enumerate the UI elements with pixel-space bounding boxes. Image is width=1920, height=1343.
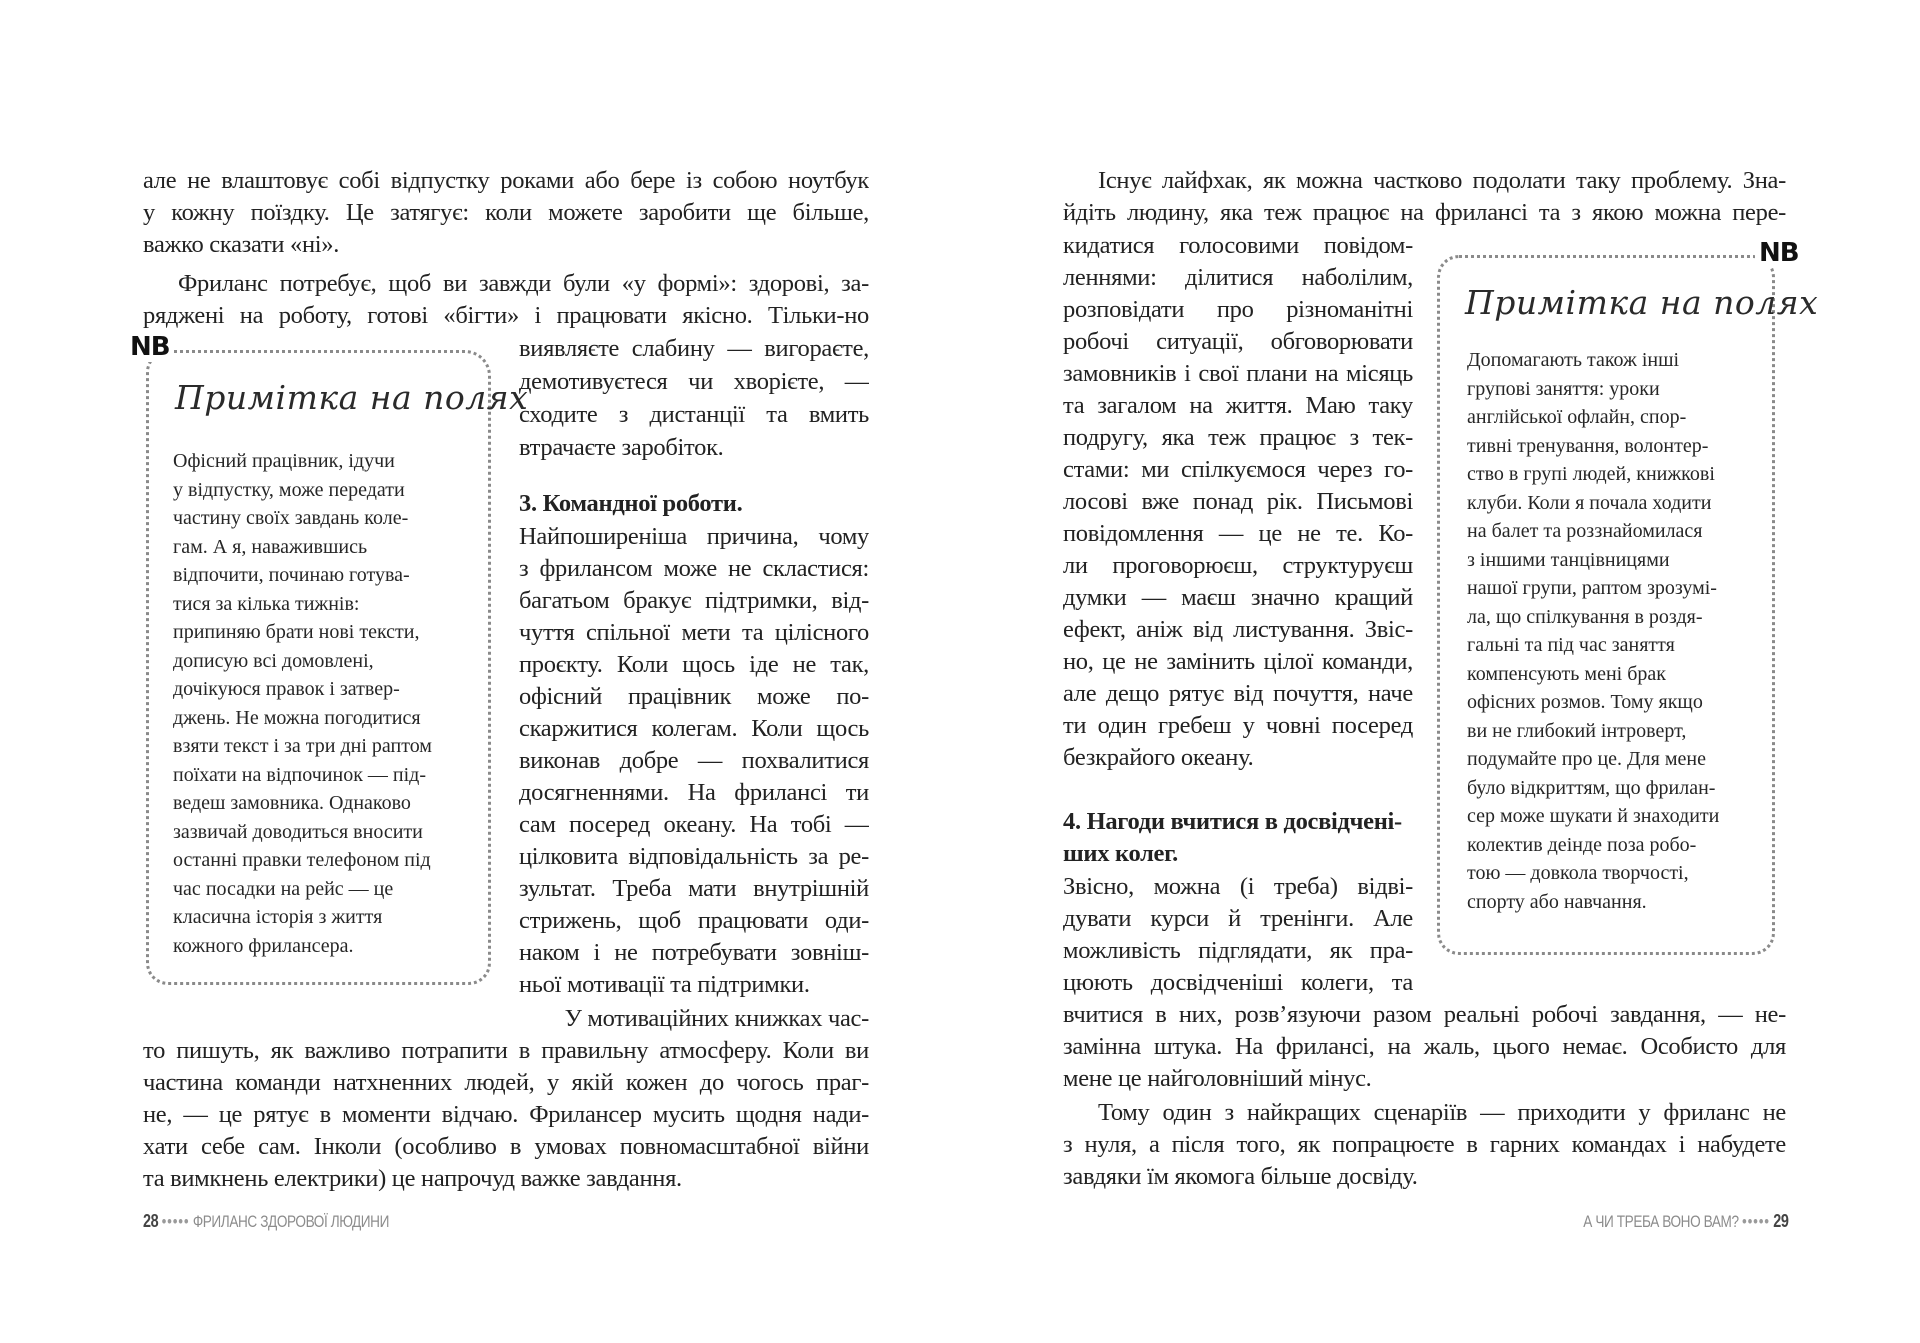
note-line: джень. Не можна погодитися <box>173 707 421 729</box>
column-line: ти один гребеш у човні посеред <box>1063 712 1413 739</box>
note-line: англійської офлайн, спор- <box>1467 406 1687 428</box>
note-line: останні правки телефоном під <box>173 849 431 871</box>
section-line: сам посеред океану. На тобі — <box>519 811 869 838</box>
note-line: час посадки на рейс — це <box>173 878 394 900</box>
note-line: з іншими танцівницями <box>1467 549 1670 571</box>
note-line: ство в групі людей, книжкові <box>1467 463 1715 485</box>
note-line: відпочити, починаю готува- <box>173 564 410 586</box>
page-footer <box>1583 1211 1788 1232</box>
body-line: але не влаштовує собі відпустку роками або бере із собою ноутбук <box>143 167 869 194</box>
section-line: зультат. Треба мати внутрішній <box>519 875 869 902</box>
section-line: чуття спільної мети та цілісного <box>519 619 869 646</box>
page-footer <box>143 1211 389 1232</box>
note-line: класична історія з життя <box>173 906 383 928</box>
body-line: та вимкнень електрики) це напрочуд важке завдання. <box>143 1165 682 1192</box>
note-line: гальні та під час заняття <box>1467 634 1675 656</box>
section-heading: 4. Нагоди вчитися в досвідчені- <box>1063 808 1402 835</box>
section-line: скаржитися колегам. Коли щось <box>519 715 869 742</box>
running-header: А ЧИ ТРЕБА ВОНО ВАМ? <box>1582 1212 1739 1231</box>
body-line: ряджені на роботу, готові «бігти» і працювати якісно. Тільки-но <box>143 302 869 329</box>
column-line: но, це не замінить цілої команди, <box>1063 648 1413 675</box>
page-number: 28 <box>143 1211 159 1231</box>
note-line: ви не глибокий інтроверт, <box>1467 720 1687 742</box>
column-line: думки — маєш значно кращий <box>1063 584 1413 611</box>
column-line: демотивуєтеся чи хворієте, — <box>519 368 869 395</box>
note-line: на балет та роззнайомилася <box>1467 520 1703 542</box>
section-line: ньої мотивації та підтримки. <box>519 971 810 998</box>
section-line: виконав добре — похвалитися <box>519 747 869 774</box>
column-line: ефект, аніж від листування. Звіс- <box>1063 616 1413 643</box>
footer-dots: ••••• <box>1741 1212 1770 1231</box>
note-line: зазвичай доводиться вносити <box>173 821 423 843</box>
column-line: кидатися голосовими повідом- <box>1063 232 1413 259</box>
note-line: кожного фрилансера. <box>173 935 354 957</box>
section-line: офісний працівник може по- <box>519 683 869 710</box>
note-line: ла, що спілкування в роздя- <box>1467 606 1703 628</box>
body-line: у кожну поїздку. Це затягує: коли можете заробити ще більше, <box>143 199 869 226</box>
note-line: у відпустку, може передати <box>173 479 405 501</box>
body-line: частина команди натхненних людей, у якій кожен до чогось праг- <box>143 1069 869 1096</box>
section-line: наком і не потребувати зовніш- <box>519 939 869 966</box>
body-line: з нуля, а після того, як попрацюєте в гарних командах і набудете <box>1063 1131 1786 1158</box>
note-line: Офісний працівник, ідучи <box>173 450 395 472</box>
column-line: стами: ми спілкуємося через го- <box>1063 456 1413 483</box>
running-header: ФРИЛАНС ЗДОРОВОЇ ЛЮДИНИ <box>192 1212 389 1231</box>
note-line: нашої групи, раптом зрозумі- <box>1467 577 1717 599</box>
body-line: хати себе сам. Інколи (особливо в умовах повномасштабної війни <box>143 1133 869 1160</box>
note-title: Примітка на полях <box>175 378 529 417</box>
section-line: можливість підглядати, як пра- <box>1063 937 1413 964</box>
column-line: подругу, яка теж працює з тек- <box>1063 424 1413 451</box>
note-line: дочікуюся правок і затвер- <box>173 678 400 700</box>
note-title: Примітка на полях <box>1465 283 1819 322</box>
body-line: Існує лайфхак, як можна частково подолати таку проблему. Зна- <box>1098 167 1786 194</box>
note-line: тою — довкола творчості, <box>1467 862 1689 884</box>
note-line: подумайте про це. Для мене <box>1467 748 1706 770</box>
note-line: сер може шукати й знаходити <box>1467 805 1720 827</box>
body-line: Тому один з найкращих сценаріїв — приходити у фриланс не <box>1098 1099 1786 1126</box>
column-line: леннями: ділитися наболілим, <box>1063 264 1413 291</box>
note-line: було відкриттям, що фрилан- <box>1467 777 1716 799</box>
body-line: Фриланс потребує, щоб ви завжди були «у формі»: здорові, за- <box>178 270 869 297</box>
note-line: припиняю брати нові тексти, <box>173 621 420 643</box>
column-line: ли проговорюєш, структуруєш <box>1063 552 1413 579</box>
body-line: мене це найголовніший мінус. <box>1063 1065 1372 1092</box>
column-line: безкрайого океану. <box>1063 744 1254 771</box>
section-heading: 3. Командної роботи. <box>519 490 743 517</box>
note-line: спорту або навчання. <box>1467 891 1647 913</box>
section-line: цілковита відповідальність за ре- <box>519 843 869 870</box>
section-line: Найпоширеніша причина, чому <box>519 523 869 550</box>
note-line: Допомагають також інші <box>1467 349 1680 371</box>
nb-badge: NB <box>126 332 174 362</box>
column-line: але дещо рятує від почуття, наче <box>1063 680 1413 707</box>
right-page <box>960 0 1920 1343</box>
body-line: важко сказати «ні». <box>143 231 340 258</box>
body-line: не, — це рятує в моменти відчаю. Фрилансер мусить щодня нади- <box>143 1101 869 1128</box>
column-line: повідомлення — це не те. Ко- <box>1063 520 1413 547</box>
column-line: втрачаєте заробіток. <box>519 434 724 461</box>
note-line: взяти текст і за три дні раптом <box>173 735 432 757</box>
section-line: цюють досвідченіші колеги, та <box>1063 969 1413 996</box>
note-line: групові заняття: уроки <box>1467 378 1660 400</box>
note-line: тися за кілька тижнів: <box>173 593 360 615</box>
column-line: лосові вже понад рік. Письмові <box>1063 488 1413 515</box>
column-line: виявляєте слабину — вигораєте, <box>519 335 869 362</box>
column-line: замовників і свої плани на місяць <box>1063 360 1413 387</box>
section-line: досягненнями. На фрилансі ти <box>519 779 869 806</box>
section-line: стрижень, щоб працювати оди- <box>519 907 869 934</box>
footer-dots: ••••• <box>161 1212 190 1231</box>
body-line: йдіть людину, яка теж працює на фрилансі та з якою можна пере- <box>1063 199 1786 226</box>
column-line: та загалом на життя. Маю таку <box>1063 392 1413 419</box>
note-line: гам. А я, наважившись <box>173 536 368 558</box>
note-line: тивні тренування, волонтер- <box>1467 435 1709 457</box>
note-line: дописую всі домовлені, <box>173 650 374 672</box>
nb-badge: NB <box>1755 238 1803 268</box>
note-line: колектив деінде поза робо- <box>1467 834 1697 856</box>
note-line: ведеш замовника. Однаково <box>173 792 411 814</box>
section-line: багатьом бракує підтримки, від- <box>519 587 869 614</box>
section-line: проєкту. Коли щось іде не так, <box>519 651 869 678</box>
paragraph-start-line: У мотиваційних книжках час- <box>564 1005 869 1032</box>
note-line: поїхати на відпочинок — під- <box>173 764 427 786</box>
note-line: клуби. Коли я почала ходити <box>1467 492 1712 514</box>
section-line: з фрилансом може не скластися: <box>519 555 869 582</box>
body-line: замінна штука. На фрилансі, на жаль, цього немає. Особисто для <box>1063 1033 1786 1060</box>
column-line: сходите з дистанції та вмить <box>519 401 869 428</box>
note-line: компенсують мені брак <box>1467 663 1666 685</box>
column-line: розповідати про різноманітні <box>1063 296 1413 323</box>
note-line: частину своїх завдань коле- <box>173 507 409 529</box>
body-line: то пишуть, як важливо потрапити в правильну атмосферу. Коли ви <box>143 1037 869 1064</box>
body-line: вчитися в них, розв’язуючи разом реальні робочі завдання, — не- <box>1063 1001 1786 1028</box>
body-line: завдяки їм якомога більше досвіду. <box>1063 1163 1418 1190</box>
section-heading: ших колег. <box>1063 840 1179 867</box>
section-line: Звісно, можна (і треба) відві- <box>1063 873 1413 900</box>
page-number: 29 <box>1772 1211 1788 1231</box>
column-line: робочі ситуації, обговорювати <box>1063 328 1413 355</box>
section-line: дувати курси й тренінги. Але <box>1063 905 1413 932</box>
note-line: офісних розмов. Тому якщо <box>1467 691 1703 713</box>
